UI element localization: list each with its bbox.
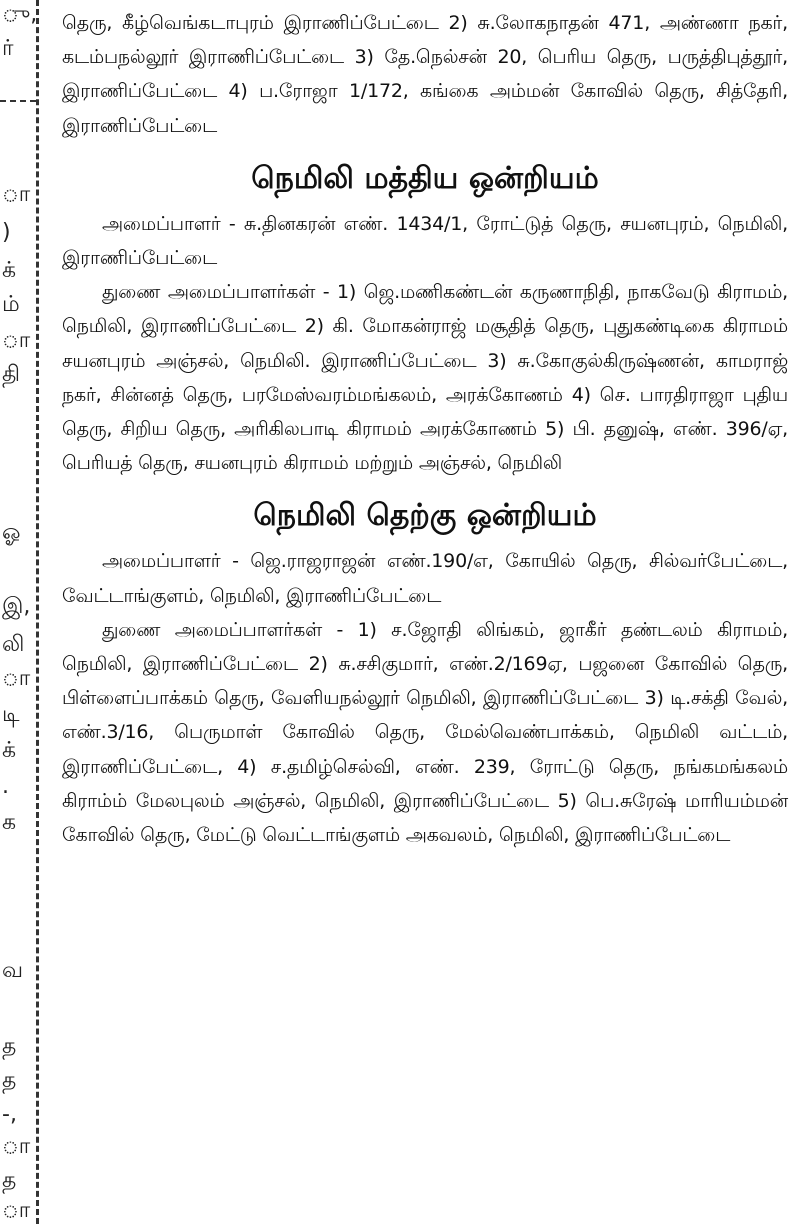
- margin-fragment: லி: [2, 632, 25, 657]
- margin-rule: [0, 100, 36, 102]
- margin-fragment: ம்: [2, 292, 20, 317]
- margin-fragment: டி: [2, 702, 20, 727]
- margin-fragment: ர்: [2, 36, 14, 61]
- margin-fragment: க்: [2, 738, 17, 763]
- margin-fragment: க: [2, 810, 17, 835]
- margin-fragment: ா: [2, 1198, 31, 1223]
- margin-fragment: ): [2, 220, 11, 245]
- margin-fragment: ா: [2, 1134, 31, 1159]
- margin-fragment: ா: [2, 328, 31, 353]
- margin-fragment: ு,: [2, 2, 38, 27]
- margin-fragment: ா: [2, 182, 31, 207]
- margin-fragment: ா: [2, 666, 31, 691]
- paragraph: துணை அமைப்பாளர்கள் - 1) ஜெ.மணிகண்டன் கருணாநிதி, நாகவேடு கிராமம், நெமிலி, இராணிப்பேட்டை 2) கி. மோகன்ராஜ் மசூதித் தெரு, புதுகண்டிகை கிராமம் சயனபுரம் அஞ்சல், நெமிலி. இராணிப்பேட்டை 3) சு.கோகுல்கிருஷ்ணன், காமராஜ் நகர், சின்னத் தெரு, பரமேஸ்வரம்மங்கலம், அரக்கோணம் 4) செ. பாரதிராஜா புதிய தெரு, சிறிய தெரு, அரிகிலபாடி கிராமம் அரக்கோணம் 5) பி. தனுஷ், எண். 396/ஏ, பெரியத் தெரு, சயனபுரம் கிராமம் மற்றும் அஞ்சல், நெமிலி: [62, 281, 788, 475]
- section-heading: நெமிலி மத்திய ஒன்றியம்: [251, 160, 599, 196]
- section-heading: நெமிலி தெற்கு ஒன்றியம்: [253, 498, 597, 534]
- margin-fragment: -,: [2, 1102, 17, 1127]
- margin-fragment: தி: [2, 362, 21, 387]
- margin-fragment: .: [2, 774, 9, 799]
- margin-fragment: இ,: [2, 594, 31, 619]
- section-nemili-central: [62, 157, 788, 481]
- margin-fragment: த: [2, 1168, 17, 1193]
- paragraph: துணை அமைப்பாளர்கள் - 1) ச.ஜோதி லிங்கம், ஜாகீர் தண்டலம் கிராமம், நெமிலி, இராணிப்பேட்டை 2) சு.சசிகுமார், எண்.2/169ஏ, பஜனை கோவில் தெரு, பிள்ளைப்பாக்கம் தெரு, வேளியநல்லூர் நெமிலி, இராணிப்பேட்டை 3) டி.சக்தி வேல், எண்.3/16, பெருமாள் கோவில் தெரு, மேல்வெண்பாக்கம், நெமிலி வட்டம், இராணிப்பேட்டை, 4) ச.தமிழ்செல்வி, எண். 239, ரோட்டு தெரு, நங்கமங்கலம் கிராம்ம் மேலபுலம் அஞ்சல், நெமிலி, இராணிப்பேட்டை 5) பெ.சுரேஷ் மாரியம்மன் கோவில் தெரு, மேட்டு வெட்டாங்குளம் அகவலம், நெமிலி, இராணிப்பேட்டை: [62, 618, 788, 847]
- margin-fragment: த: [2, 1034, 17, 1059]
- section-intro: [62, 6, 788, 143]
- margin-fragment: வ: [2, 958, 24, 983]
- margin-fragment: த: [2, 1068, 17, 1093]
- margin-fragment: க்: [2, 258, 17, 283]
- paragraph: தெரு, கீழ்வெங்கடாபுரம் இராணிப்பேட்டை 2) சு.லோகநாதன் 471, அண்ணா நகர், கடம்பநல்லூர் இராணிப்பேட்டை 3) தே.நெல்சன் 20, பெரிய தெரு, பருத்திபுத்தூர், இராணிப்பேட்டை 4) ப.ரோஜா 1/172, கங்கை அம்மன் கோவில் தெரு, சித்தேரி, இராணிப்பேட்டை: [62, 12, 788, 137]
- column-divider: [36, 0, 39, 1224]
- left-column-fragment: [0, 0, 38, 1224]
- paragraph: அமைப்பாளர் - ஜெ.ராஜராஜன் எண்.190/எ, கோயில் தெரு, சில்வர்பேட்டை, வேட்டாங்குளம், நெமிலி, இராணிப்பேட்டை: [62, 550, 788, 607]
- article-column: [62, 6, 788, 852]
- margin-fragment: ஓ: [2, 520, 21, 545]
- section-nemili-south: [62, 494, 788, 852]
- paragraph: அமைப்பாளர் - சு.தினகரன் எண். 1434/1, ரோட்டுத் தெரு, சயனபுரம், நெமிலி, இராணிப்பேட்டை: [62, 212, 788, 270]
